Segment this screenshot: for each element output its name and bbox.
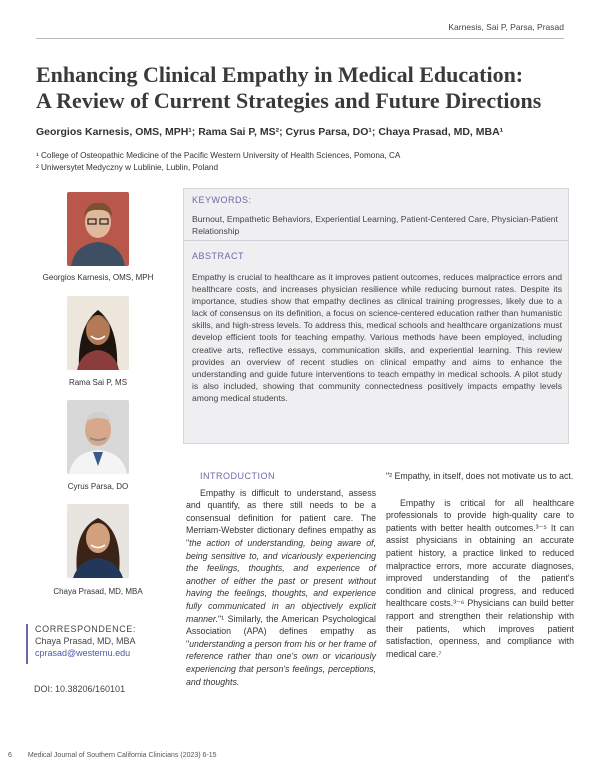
body-column-2 xyxy=(386,470,574,660)
correspondence-label: CORRESPONDENCE: xyxy=(35,624,137,634)
page-footer xyxy=(8,752,217,759)
intro-p1-c: "¹ Similarly, the American Psychological Association (APA) defines empathy as " xyxy=(186,613,376,649)
running-head: Karnesis, Sai P, Parsa, Prasad xyxy=(448,22,564,32)
author-photo-icon xyxy=(67,192,129,266)
intro-p1-apa: understanding a person from his or her frame of reference rather than one's own or vicariously experiencing that person's feelings, perceptions, and thoughts. xyxy=(186,638,376,687)
introduction-heading: INTRODUCTION xyxy=(200,471,275,481)
header-divider xyxy=(36,38,564,39)
abstract-text: Empathy is crucial to healthcare as it improves patient outcomes, reduces malpractice errors and healthcare costs, and increases physician resilience while reducing burnout rates. Despite its importance, studies show that empathy declines as clinical training progresses, likely due to a lack of consensus on its definition, a focus on science-centered education rather than humanistic skills, and high-stress levels. To address this, medical schools and healthcare organizations must develop efficient tools for teaching empathy. Various methods have been employed, including creative arts, reflective essays, communication skills, and experiential learning. This review provides an overview of recent studies on clinical empathy and aims to enhance the understanding and guide future interventions to teach empathy in medical schools. A pilot study is also included, showing that community connectedness positively impacts empathy levels among medical students. xyxy=(192,272,562,403)
body-column-1 xyxy=(186,470,376,688)
affiliations xyxy=(36,150,400,174)
title-line-2: A Review of Current Strategies and Future Directions xyxy=(36,88,542,113)
intro-paragraph-1 xyxy=(186,487,376,689)
author-photo-icon xyxy=(67,400,129,474)
intro-paragraph-2: Empathy is critical for all healthcare professionals to provide high-quality care to patients with better health outcomes.³⁻⁵ It can assist physicians in obtaining an accurate patient history, a practice linked to reduced malpractice errors, more accurate diagnoses, improved understanding of the patient's condition and clinical progress, and reduced healthcare costs.³⁻⁶ Physicians can build better rapport and strengthen their relationship with their patients, which improves patient satisfaction, openness, and compliance with medical care.⁷ xyxy=(386,497,574,659)
intro-p1-quote: the action of understanding, being aware of, being sensitive to, and vicariously experiencing the feelings, thoughts, and experience of another of either the past or present without having the feelings, thoughts, and experience fully communicated in an objectively explicit manner. xyxy=(186,537,376,624)
journal-citation: Medical Journal of Southern California Clinicians (2023) 6-15 xyxy=(27,752,217,759)
author-photo-icon xyxy=(67,504,129,578)
intro-p1-e: "² Empathy, in itself, does not motivate us to act. xyxy=(386,471,574,481)
doi: DOI: 10.38206/160101 xyxy=(34,684,126,694)
author-photo-icon xyxy=(67,296,129,370)
abstract-panel xyxy=(183,188,569,444)
correspondence-name: Chaya Prasad, MD, MBA xyxy=(35,636,136,646)
title-line-1: Enhancing Clinical Empathy in Medical Education: xyxy=(36,62,524,87)
photo-caption: Cyrus Parsa, DO xyxy=(67,482,129,491)
photo-caption: Chaya Prasad, MD, MBA xyxy=(53,587,143,596)
correspondence-block xyxy=(26,624,172,664)
author-list: Georgios Karnesis, OMS, MPH¹; Rama Sai P, MS²; Cyrus Parsa, DO¹; Chaya Prasad, MD, MBA¹ xyxy=(36,126,504,138)
intro-p1-a: Empathy is difficult to understand, assess and quantify, as there still needs to be a consensual definition for patient care. The Merriam-Webster dictionary defines empathy as " xyxy=(186,487,376,548)
intro-paragraph-1-cont xyxy=(386,470,574,483)
author-photo-icon xyxy=(67,192,129,266)
author-photo-icon xyxy=(67,400,129,474)
author-photo-icon xyxy=(67,504,129,578)
correspondence-email-link[interactable]: cprasad@westernu.edu xyxy=(35,648,131,658)
abstract-label: ABSTRACT xyxy=(192,251,245,261)
affiliation-1: ¹ College of Osteopathic Medicine of the Pacific Western University of Health Sciences, Pomona, CA xyxy=(36,151,401,160)
photo-caption: Georgios Karnesis, OMS, MPH xyxy=(42,273,154,282)
photo-caption: Rama Sai P, MS xyxy=(68,378,128,387)
affiliation-2: ² Uniwersytet Medyczny w Lublinie, Lublin, Poland xyxy=(36,163,219,172)
keywords-text: Burnout, Empathetic Behaviors, Experiential Learning, Patient-Centered Care, Physician-Patient Relationship xyxy=(192,214,558,236)
page-number: 6 xyxy=(8,752,12,759)
article-title xyxy=(36,62,576,114)
keywords-divider xyxy=(184,240,568,241)
keywords-label: KEYWORDS: xyxy=(192,195,252,205)
author-photo-icon xyxy=(67,296,129,370)
